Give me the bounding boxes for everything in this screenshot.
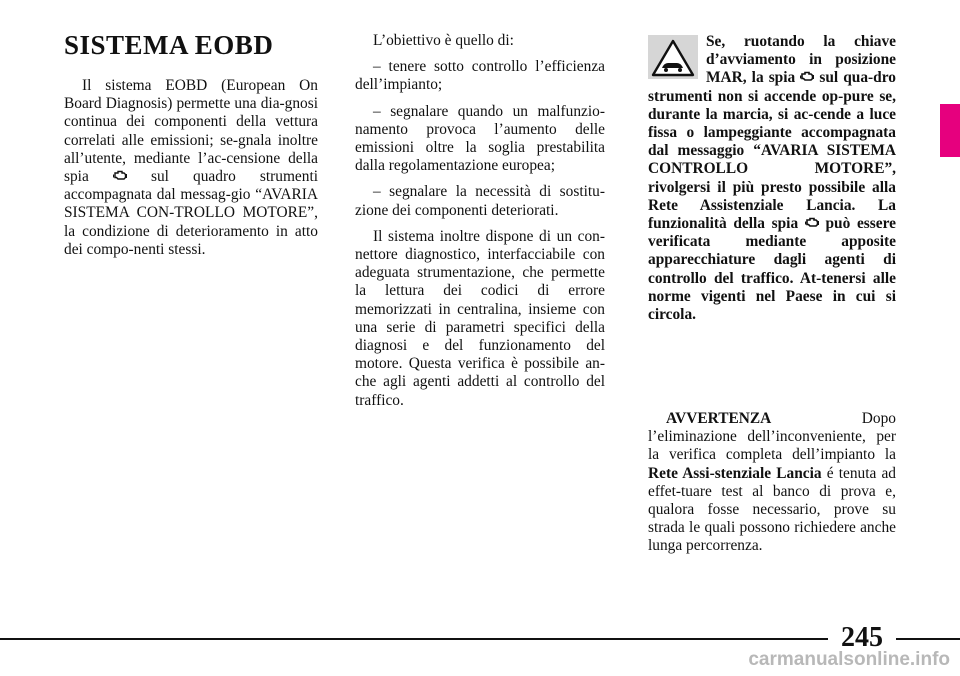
objectives-intro: L’obiettivo è quello di: (373, 32, 514, 49)
objective-item: – tenere sotto controllo l’efficienza dell’impianto; (355, 58, 605, 94)
note-paragraph (648, 410, 896, 556)
warning-box (648, 33, 896, 324)
warning-triangle-car-icon (648, 35, 698, 79)
engine-warning-light-icon (800, 71, 814, 83)
warning-text-2: sul qua-dro strumenti non si accende op-pure se, durante la marcia, si ac-cende a luce fissa o lampeggiante accompagnata dal messaggio “AVARIA SISTEMA CONTROLLO MOTORE”, rivolgersi il più presto possibile alla Rete Assistenziale Lancia. La funzionalità della spia (648, 69, 896, 233)
objectives-column (355, 32, 605, 418)
footer-rule-right (896, 638, 960, 640)
warning-text-3: può essere verificata mediante apposite apparecchiature dagli agenti di controllo del traffico. At-tenersi alle norme vigenti nel Paese in cui si circola. (648, 215, 896, 324)
page-title: SISTEMA EOBD (64, 30, 274, 60)
engine-warning-light-icon (113, 170, 127, 182)
warning-text-1: Se, ruotando la chiave d’avviamento in posizione MAR, la spia (706, 33, 896, 87)
engine-warning-light-icon (805, 217, 819, 229)
intro-text-b: sul quadro strumenti accompagnata dal messag-gio “AVARIA SISTEMA CON-TROLLO MOTORE”, la condizione di deterioramento in atto dei compo-nenti stessi. (64, 168, 318, 258)
watermark: carmanualsonline.info (748, 649, 950, 670)
footer-rule-left (0, 638, 828, 640)
objective-item: – segnalare la necessità di sostitu-zione dei componenti deteriorati. (355, 183, 605, 219)
intro-column (64, 77, 318, 267)
page-number: 245 (841, 622, 883, 653)
section-tab-marker (940, 104, 960, 157)
intro-text-a: Il sistema EOBD (European On Board Diagnosis) permette una dia-gnosi continua dei componenti della vettura correlati alle emissioni; se-gnala inoltre all’utente, mediante l’ac-censione della spia (64, 77, 318, 186)
diagnostic-connector-paragraph: Il sistema inoltre dispone di un con-nettore diagnostico, interfacciabile con adeguata strumentazione, che permette la lettura dei codici di errore memorizzati in centralina, insieme con una serie di parametri specifici della diagnosi e del funzionamento del motore. Questa verifica è possibile an-che agli agenti addetti al controllo del traffico. (355, 227, 605, 409)
note-text-2: é tenuta ad effet-tuare test al banco di prova e, qualora fosse necessario, prove su strada le quali possono richiedere anche lunga percorrenza. (648, 464, 896, 555)
objective-item: – segnalare quando un malfunzio-namento provoca l’aumento delle emissioni oltre la soglia prestabilita dalla regolamentazione europea; (355, 102, 605, 175)
intro-paragraph (64, 77, 318, 259)
note-text-1: Dopo l’eliminazione dell’inconveniente, per la verifica completa dell’impianto la (648, 410, 896, 464)
note-bold-text: Rete Assi-stenziale Lancia (648, 464, 822, 482)
note-label: AVVERTENZA (666, 410, 772, 427)
